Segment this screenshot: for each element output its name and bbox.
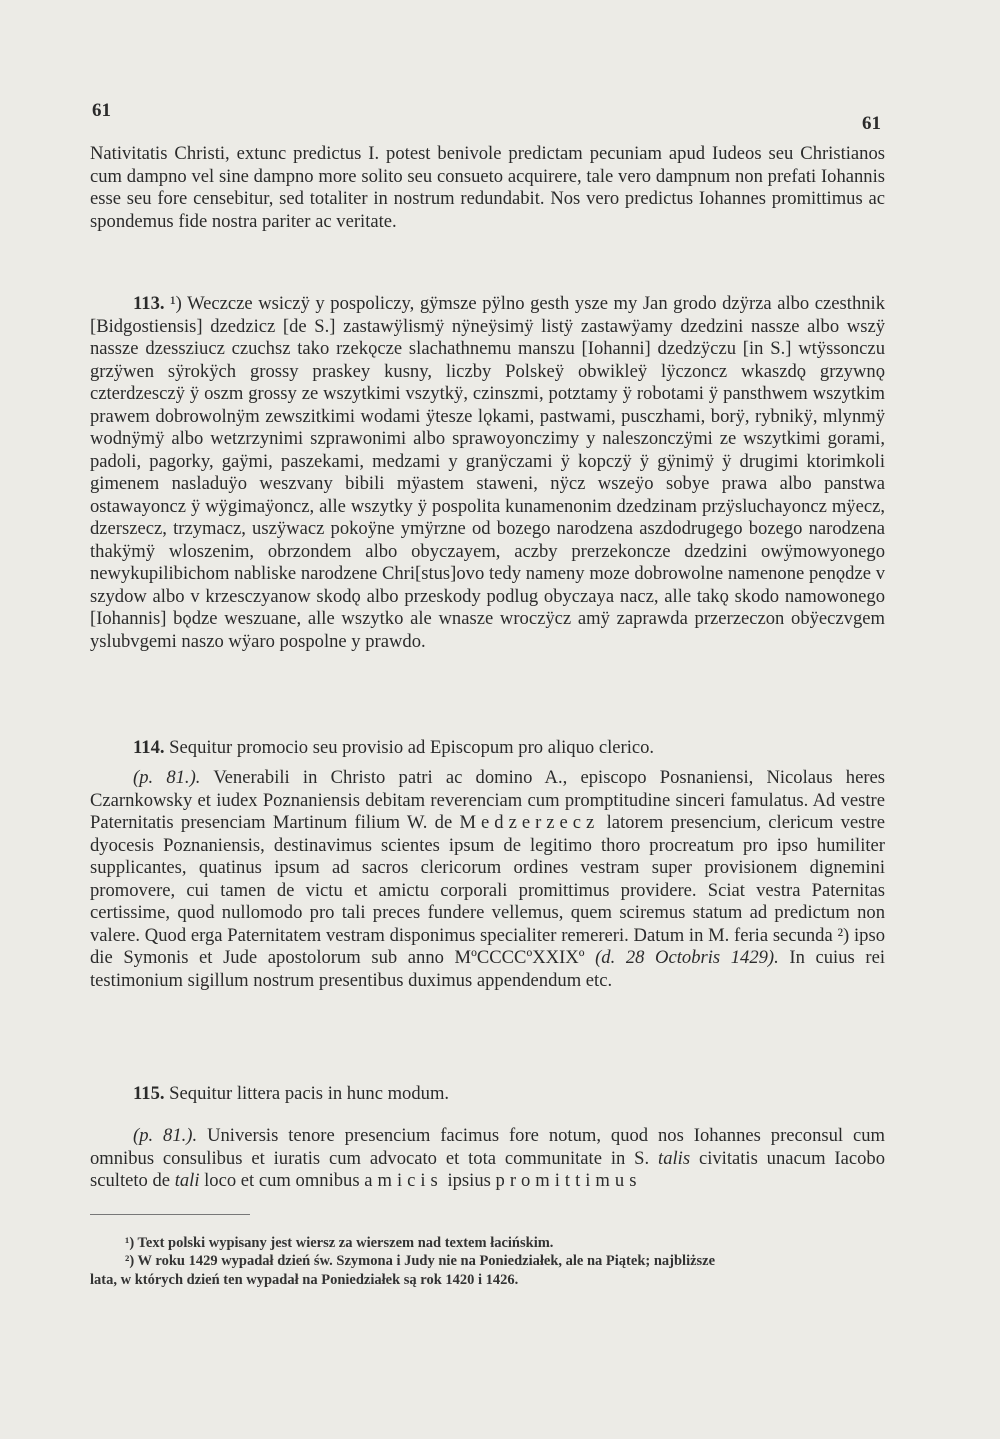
entry-114-body xyxy=(90,767,885,992)
entry-text: loco et cum omnibus xyxy=(204,1170,360,1191)
spaced-word: promittimus xyxy=(495,1170,642,1191)
entry-114-heading xyxy=(90,737,885,760)
entry-number: 113. xyxy=(133,293,165,314)
entry-114-heading-line xyxy=(90,737,885,760)
paragraph-continuation xyxy=(90,143,885,233)
entry-114-paragraph xyxy=(90,767,885,992)
italic-word: talis xyxy=(658,1147,691,1169)
page-reference: (p. 81.). xyxy=(133,767,201,788)
paragraph-text: Nativitatis Christi, extunc predictus I. potest benivole predictam pecuniam apud Iudeos seu Christianos cum dampno vel sine dampno more solito seu consueto acquirere, tale vero dampnum non prefati Iohannis esse seu fore censebitur, sed totaliter in nostrum redundabit. Nos vero predictus Iohannes promittimus ac spondemus fide nostra pariter ac veritate. xyxy=(90,143,885,232)
entry-text: In cuius rei testimonium sigillum nostrum presentibus duximus appendendum etc. xyxy=(90,947,885,991)
footnote-ref: ¹) xyxy=(170,293,182,314)
entry-text: Universis tenore presencium facimus fore notum, quod nos Iohannes preconsul cum omnibus consulibus et iuratis cum advocato et tota communitate in S. xyxy=(90,1125,885,1169)
entry-number: 115. xyxy=(133,1083,165,1104)
entry-text: ipsius xyxy=(447,1170,491,1191)
entry-115-body xyxy=(90,1125,885,1193)
entry-115-heading xyxy=(90,1083,885,1106)
entry-115-paragraph xyxy=(90,1125,885,1193)
footnote-ref: ²) xyxy=(837,924,850,946)
entry-115-heading-line xyxy=(90,1083,885,1106)
page-reference: (p. 81.). xyxy=(133,1125,198,1146)
page-number-right: 61 xyxy=(862,113,881,134)
place-name: Medzerzecz xyxy=(459,812,600,833)
entry-number: 114. xyxy=(133,737,165,758)
entry-text: Venerabili in Christo patri ac domino A., episcopo Posnaniensi, Nicolaus heres Czarnkowsky et iudex Poznaniensis debitam reverenciam cum promptitudine sinceri famulatus. Ad vestre Paternitatis presenciam Martinum filium W. de xyxy=(90,767,885,833)
footnote-2: ²) W roku 1429 wypadał dzień św. Szymona i Judy nie na Poniedziałek, ale na Piątek; najbliższe xyxy=(125,1253,716,1269)
entry-113 xyxy=(90,293,885,653)
italic-word: tali xyxy=(174,1170,200,1191)
entry-heading: Sequitur promocio seu provisio ad Episcopum pro aliquo clerico. xyxy=(169,737,655,758)
spaced-word: amicis xyxy=(364,1170,443,1191)
date-note: (d. 28 Octobris 1429). xyxy=(595,947,779,968)
page-number-left: 61 xyxy=(92,100,111,121)
entry-text: civitatis unacum Iacobo sculteto de xyxy=(90,1147,885,1191)
entry-heading: Sequitur littera pacis in hunc modum. xyxy=(169,1083,450,1104)
footnote-divider xyxy=(90,1214,250,1215)
entry-113-paragraph xyxy=(90,293,885,653)
footnote-2-continuation: lata, w których dzień ten wypadał na Poniedziałek są rok 1420 i 1426. xyxy=(90,1272,519,1288)
entry-text: ipso die Symonis et Jude apostolorum sub anno MºCCCCºXXIXº xyxy=(90,924,885,968)
entry-text: Weczcze wsiczÿ y pospoliczy, gÿmsze pÿlno gesth ysze my Jan grodo dzÿrza albo czesthnik [Bidgostiensis] dzedzicz [de S.] zastawÿlismÿ nÿneÿsimÿ listÿ zastawÿamy dzedzini nassze albo wszÿ nassze dzessziucz czuchsz tako rzekǫcze slachathnemu manszu [Iohanni] dzedzÿczu [in S.] wtÿssonczu grzÿwen sÿrokÿch grossy praskey kusny, liczby Polskeÿ obwikleÿ lÿczoncz wkaszdǫ grzywnǫ czterdzesczÿ ÿ oszm grossy ze wszytkimi vszytkÿ, czinszmi, potztamy ÿ robotami ÿ pansthwem wszytkim prawem dobrowolnÿm zewszitkimi wodami ÿtesze lǫkami, pastwami, pusczhami, borÿ, rybnikÿ, mlynmÿ wodnÿmÿ albo wetzrzynimi szprawonimi albo sprawoyonczimy y naleszonczÿmi ze wszytkimi gorami, padoli, pagorky, gaÿmi, paszekami, medzami y granÿczami ÿ kopczÿ ÿ gÿnimÿ ÿ drugimi ktorimkoli gimenem nasladuÿo weszvany bibili mÿastem staweni, nÿcz wszeÿo sobye prawa albo panstwa ostawayoncz ÿ wÿgimaÿoncz, alle wszytky ÿ pospolita kunamenonim dzedzinam przÿsluchayoncz mÿecz, dzerszecz, trzymacz, uszÿwacz pokoÿne ymÿrzne od bozego narodzena aszdodrugego bozego narodzena thakÿmÿ wloszenim, obrzondem albo obyczayem, aczby prerzekoncze dzedzini owÿmowyonego newykupilibichom nabliske narodzene Chri[stus]ovo tedy nameny moze dobrowolne namenone penǫdze v szydow albo v krzesczyanow skodǫ albo przeskody podlug obyczaya nacz, alle takǫ skodo namowonego [Iohannis] bǫdze weszuane, alle wszytko ale wnasze wroczÿcz amÿ zaprawda przerzeczon obÿeczvgem yslubvgemi naszo wÿaro pospolne y prawdo. xyxy=(90,293,885,652)
footnote-1: ¹) Text polski wypisany jest wiersz za wierszem nad textem łacińskim. xyxy=(125,1235,554,1251)
entry-text: latorem presencium, clericum vestre dyocesis Poznaniensis, destinavimus scientes ipsum de legitimo thoro procreatum pro ipso humiliter supplicantes, quatinus ipsum ad sacros clericorum ordines vestram super provisionem dignemini promovere, cui tamen de victu et amictu corporali promittimus providere. Sciat vestra Paternitas certissime, quod nullomodo pro tali preces fundere vellemus, quem sciremus statum ad predictum non valere. Quod erga Paternitatem vestram disponimus specialiter remereri. Datum in M. feria secunda xyxy=(90,812,885,946)
